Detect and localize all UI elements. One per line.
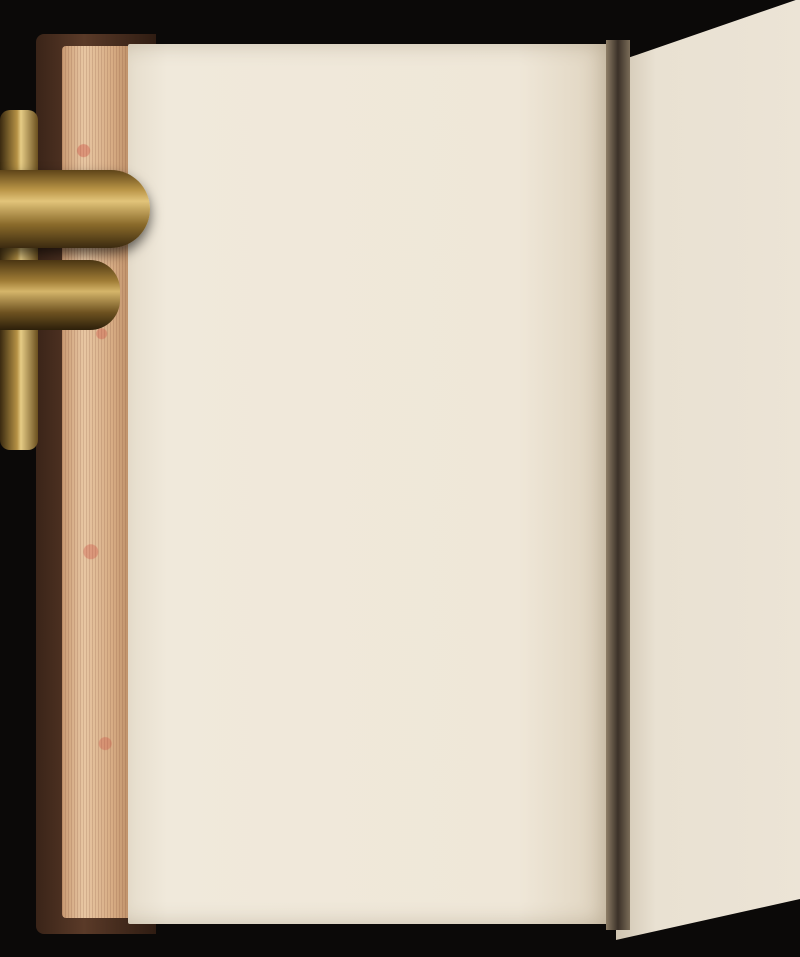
- left-page: [128, 44, 616, 924]
- right-page: [616, 0, 800, 940]
- book-gutter: [606, 40, 630, 930]
- clamp-arm-lower: [0, 260, 120, 330]
- clamp-arm: [0, 170, 150, 248]
- brass-book-clamp: [0, 110, 160, 450]
